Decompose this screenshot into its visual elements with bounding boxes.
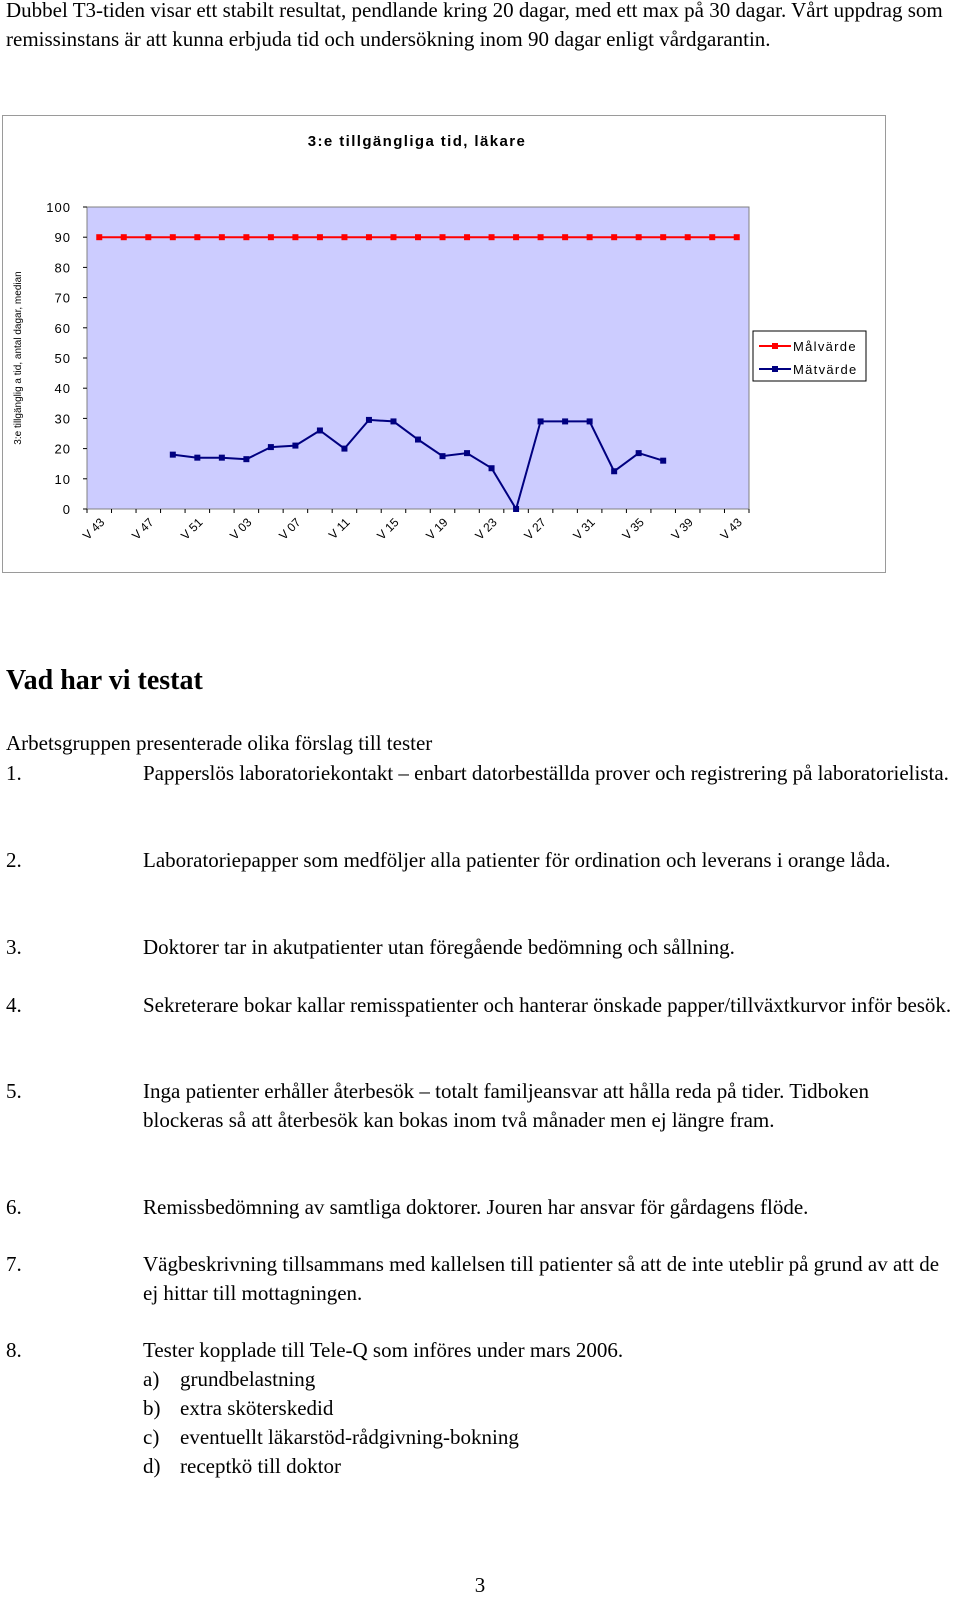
sub-item-text: eventuellt läkarstöd-rådgivning-bokning xyxy=(180,1425,519,1449)
y-tick-label: 40 xyxy=(54,381,71,397)
x-tick-label: V 03 xyxy=(227,515,255,543)
section-heading: Vad har vi testat xyxy=(6,665,203,696)
data-point xyxy=(268,234,274,240)
sub-item-text: grundbelastning xyxy=(180,1367,316,1391)
data-point xyxy=(562,234,568,240)
data-point xyxy=(292,443,298,449)
plot-area xyxy=(87,207,749,509)
y-tick-label: 100 xyxy=(46,200,71,215)
data-point xyxy=(464,450,470,456)
legend-label: Mätvärde xyxy=(793,362,858,377)
data-point xyxy=(587,418,593,424)
y-tick-label: 60 xyxy=(54,320,71,336)
data-point xyxy=(243,234,249,240)
list-item-text: Sekreterare bokar kallar remisspatienter och hanterar önskade papper/tillväxtkurvor inför besök. xyxy=(143,993,952,1017)
data-point xyxy=(341,446,347,452)
data-point xyxy=(317,427,323,433)
data-point xyxy=(611,234,617,240)
y-tick-label: 30 xyxy=(54,411,71,427)
x-tick-label: V 19 xyxy=(423,515,451,543)
data-point xyxy=(611,468,617,474)
data-point xyxy=(709,234,715,240)
list-item-text: Papperslös laboratoriekontakt – enbart datorbeställda prover och registrering på laboratorielista. xyxy=(143,761,949,785)
sub-item-a xyxy=(143,1365,953,1394)
y-axis-label: 3:e tillgänglig a tid, antal dagar, median xyxy=(13,271,24,445)
list-item-number: 3. xyxy=(6,935,22,959)
list-item-text: Laboratoriepapper som medföljer alla patienter för ordination och leverans i orange låda. xyxy=(143,848,891,872)
x-tick-label: V 11 xyxy=(325,515,353,542)
list-item-text xyxy=(143,1336,953,1481)
data-point xyxy=(317,234,323,240)
chart-title: 3:e tillgängliga tid, läkare xyxy=(307,133,527,150)
data-point xyxy=(660,458,666,464)
sub-item-b xyxy=(143,1394,953,1423)
data-point xyxy=(121,234,127,240)
data-point xyxy=(660,234,666,240)
line-chart xyxy=(3,116,887,574)
data-point xyxy=(170,452,176,458)
y-tick-label: 20 xyxy=(54,441,71,457)
data-point xyxy=(440,453,446,459)
sub-item-text: receptkö till doktor xyxy=(180,1454,341,1478)
data-point xyxy=(513,506,519,512)
y-tick-label: 90 xyxy=(54,230,71,246)
data-point xyxy=(489,465,495,471)
data-point xyxy=(538,234,544,240)
y-tick-label: 70 xyxy=(54,290,71,306)
data-point xyxy=(366,417,372,423)
data-point xyxy=(685,234,691,240)
list-item-number: 7. xyxy=(6,1252,22,1276)
y-tick-label: 50 xyxy=(54,351,71,366)
x-tick-label: V 23 xyxy=(472,515,500,543)
data-point xyxy=(489,234,495,240)
data-point xyxy=(513,234,519,240)
list-item-number: 1. xyxy=(6,761,22,785)
y-tick-label: 10 xyxy=(54,471,71,487)
legend-swatch-marker xyxy=(772,343,778,349)
list-item-text: Remissbedömning av samtliga doktorer. Jouren har ansvar för gårdagens flöde. xyxy=(143,1195,809,1219)
list-item-number: 4. xyxy=(6,993,22,1017)
legend-swatch-marker xyxy=(772,366,778,372)
data-point xyxy=(194,455,200,461)
list-item-text: Inga patienter erhåller återbesök – totalt familjeansvar att hålla reda på tider. Tidboken blockeras så att återbesök kan bokas inom två månader men ej längre fram. xyxy=(143,1079,869,1132)
data-point xyxy=(415,234,421,240)
x-tick-label: V 15 xyxy=(374,515,402,543)
data-point xyxy=(390,234,396,240)
x-tick-label: V 07 xyxy=(276,515,304,543)
y-tick-label: 80 xyxy=(54,260,71,276)
sub-item-text: extra sköterskedid xyxy=(180,1396,334,1420)
sub-item-letter: b) xyxy=(143,1396,161,1420)
sub-item-letter: d) xyxy=(143,1454,161,1478)
data-point xyxy=(636,450,642,456)
data-point xyxy=(292,234,298,240)
list-item-text: Doktorer tar in akutpatienter utan föregående bedömning och sållning. xyxy=(143,935,735,959)
data-point xyxy=(341,234,347,240)
data-point xyxy=(145,234,151,240)
data-point xyxy=(219,455,225,461)
list-item-number: 6. xyxy=(6,1195,22,1219)
chart-frame xyxy=(2,115,886,573)
page-number: 3 xyxy=(474,1573,486,1597)
x-tick-label: V 51 xyxy=(178,515,206,543)
data-point xyxy=(366,234,372,240)
data-point xyxy=(268,444,274,450)
data-point xyxy=(734,234,740,240)
data-point xyxy=(464,234,470,240)
data-point xyxy=(415,437,421,443)
x-tick-label: V 43 xyxy=(717,515,745,543)
data-point xyxy=(390,418,396,424)
section-intro: Arbetsgruppen presenterade olika förslag till tester xyxy=(6,731,433,755)
x-tick-label: V 27 xyxy=(521,515,549,543)
data-point xyxy=(587,234,593,240)
data-point xyxy=(243,456,249,462)
x-tick-label: V 31 xyxy=(570,515,598,543)
data-point xyxy=(194,234,200,240)
x-tick-label: V 35 xyxy=(619,515,647,543)
list-item-8-text: Tester kopplade till Tele-Q som införes under mars 2006. xyxy=(143,1338,624,1362)
list-item-number: 2. xyxy=(6,848,22,872)
legend-label: Målvärde xyxy=(793,339,857,354)
x-tick-label: V 39 xyxy=(668,515,696,543)
data-point xyxy=(96,234,102,240)
y-tick-label: 0 xyxy=(62,502,71,517)
data-point xyxy=(636,234,642,240)
sub-item-d xyxy=(143,1452,953,1481)
data-point xyxy=(170,234,176,240)
x-tick-label: V 47 xyxy=(129,515,157,543)
list-item-number: 5. xyxy=(6,1079,22,1103)
data-point xyxy=(440,234,446,240)
data-point xyxy=(219,234,225,240)
sub-item-letter: a) xyxy=(143,1367,160,1391)
intro-paragraph: Dubbel T3-tiden visar ett stabilt resultat, pendlande kring 20 dagar, med ett max på 30 dagar. Vårt uppdrag som remissinstans är att kunna erbjuda tid och undersökning inom 90 dagar enligt vårdgarantin. xyxy=(6,0,943,51)
list-item-text: Vägbeskrivning tillsammans med kallelsen till patienter så att de inte uteblir på grund av att de ej hittar till mottagningen. xyxy=(143,1252,940,1305)
x-tick-label: V 43 xyxy=(80,515,108,543)
data-point xyxy=(538,418,544,424)
data-point xyxy=(562,418,568,424)
list-item-number: 8. xyxy=(6,1338,22,1362)
sub-item-letter: c) xyxy=(143,1425,160,1449)
sub-item-c xyxy=(143,1423,953,1452)
